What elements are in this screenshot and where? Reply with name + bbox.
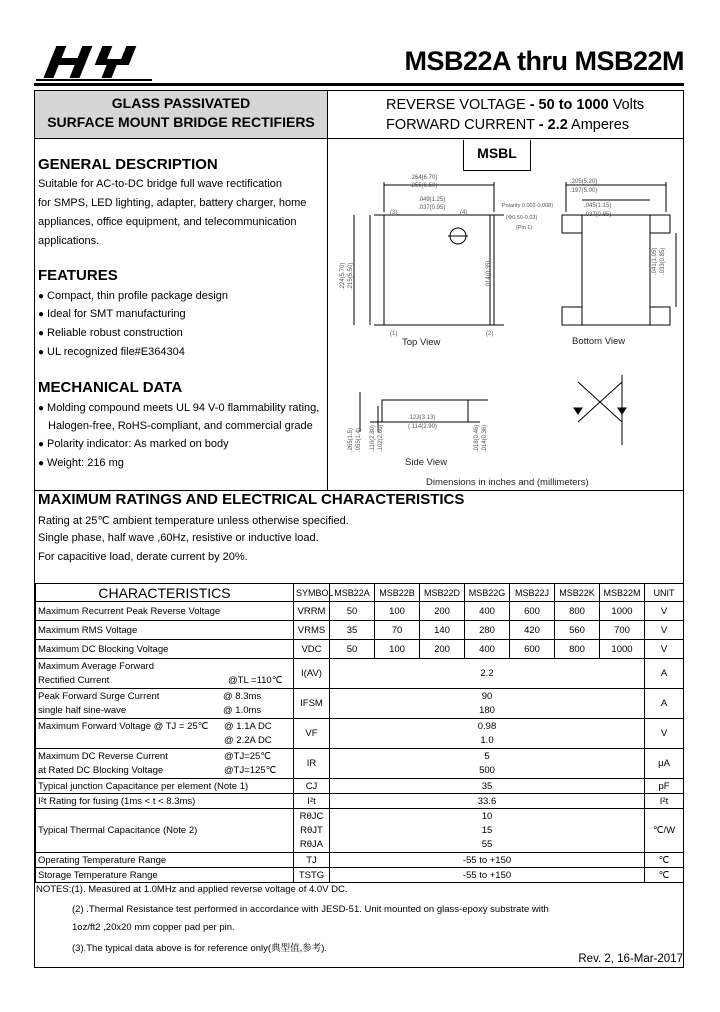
feature-item: ● Reliable robust construction — [38, 327, 183, 339]
col-header: UNIT — [645, 584, 684, 602]
dim-top-7: (Pin 1) — [516, 225, 533, 231]
general-line-3: appliances, office equipment, and telecommunication — [38, 216, 297, 228]
spec-table — [35, 583, 684, 883]
general-line-1: Suitable for AC-to-DC bridge full wave rectification — [38, 178, 282, 190]
note-3: (3).The typical data above is for reference only(典型值,参考). — [72, 943, 328, 954]
mechanical-item: ● Molding compound meets UL 94 V-0 flammability rating, — [38, 402, 319, 414]
col-header: SYMBOL — [294, 584, 330, 602]
dim-top-10: .014(0.35) — [486, 260, 492, 288]
mechanical-title: MECHANICAL DATA — [38, 379, 183, 396]
dim-top-5: Polarity 0.002-0.008) — [502, 203, 554, 209]
package-name: MSBL — [463, 140, 531, 171]
col-header: MSB22A — [330, 584, 375, 602]
top-view-label: Top View — [402, 337, 441, 348]
dim-side-5: .123(3.13) — [408, 415, 436, 421]
dim-bot-1: .205(5.20) — [570, 179, 598, 185]
note-2b: 1oz/ft2 ,20x20 mm copper pad per pin. — [72, 922, 235, 933]
general-line-2: for SMPS, LED lighting, adapter, battery charger, home — [38, 197, 307, 209]
table-row: I²t Rating for fusing (1ms < t < 8.3ms) I²t 33.6 I²t — [36, 794, 684, 809]
side-view-label: Side View — [405, 457, 448, 468]
dimensions-note: Dimensions in inches and (millimeters) — [426, 477, 589, 488]
col-header: MSB22M — [600, 584, 645, 602]
mechanical-item: Halogen-free, RoHS-compliant, and commercial grade — [48, 420, 313, 432]
fc-unit: Amperes — [571, 117, 630, 133]
note-1: NOTES:(1). Measured at 1.0MHz and applied reverse voltage of 4.0V DC. — [36, 884, 348, 895]
dim-top-4: .037(0.95) — [418, 205, 446, 211]
col-header: MSB22J — [510, 584, 555, 602]
mechanical-item: ● Polarity indicator: As marked on body — [38, 438, 229, 450]
dim-side-4: .102(2.60) — [378, 424, 384, 452]
table-row: Maximum DC Reverse Current @TJ=25℃ at Rated DC Blocking Voltage @TJ=125℃ IR 5 500 μA — [36, 749, 684, 779]
hy-logo — [36, 42, 160, 82]
dim-bot-6: .033(0.85) — [660, 247, 666, 275]
table-row: Maximum RMS Voltage VRMS 35 70 140 280 420 560 700 V — [36, 621, 684, 640]
mechanical-item: ● Weight: 216 mg — [38, 457, 124, 469]
table-row: Operating Temperature Range TJ -55 to +150 ℃ — [36, 853, 684, 868]
pin-label-2: (2) — [486, 331, 494, 337]
header-rule — [34, 83, 684, 86]
feature-item: ● Compact, thin profile package design — [38, 290, 228, 302]
table-row: Maximum Average Forward Rectified Current @TL =110℃ I(AV) 2.2 A — [36, 659, 684, 689]
column-divider — [327, 91, 328, 491]
dim-bot-5: .041(1.05) — [652, 247, 658, 275]
table-row: Typical junction Capacitance per element (Note 1) CJ 35 pF — [36, 779, 684, 794]
dim-top-8: .224(5.70) — [340, 262, 346, 290]
table-row: Typical Thermal Capacitance (Note 2) RθJC RθJT RθJA 10 15 55 ℃/W — [36, 809, 684, 853]
title-divider — [35, 138, 683, 139]
feature-item: ● Ideal for SMT manufacturing — [38, 308, 186, 320]
top-view-body — [384, 215, 494, 325]
dim-side-3: .110(2.80) — [370, 425, 376, 452]
product-line-2: SURFACE MOUNT BRIDGE RECTIFIERS — [47, 114, 315, 130]
ratings-line-3: For capacitive load, derate current by 20%. — [38, 551, 248, 563]
dim-bot-4: .037(0.95) — [584, 212, 612, 218]
col-header: MSB22G — [465, 584, 510, 602]
bridge-circuit — [574, 375, 626, 445]
ratings-line-1: Rating at 25℃ ambient temperature unless otherwise specified. — [38, 515, 349, 527]
table-row: Storage Temperature Range TSTG -55 to +150 ℃ — [36, 868, 684, 883]
dim-side-1: .265(1.5) — [348, 427, 354, 452]
package-drawing — [330, 170, 682, 490]
dim-top-9: .215(5.50) — [348, 262, 354, 290]
table-row: Peak Forward Surge Current @ 8.3ms single half sine-wave @ 1.0ms IFSM 90 180 A — [36, 689, 684, 719]
col-header: MSB22K — [555, 584, 600, 602]
features-title: FEATURES — [38, 267, 118, 284]
table-row: Maximum DC Blocking Voltage VDC 50 100 200 400 600 800 1000 V — [36, 640, 684, 659]
col-header: MSB22B — [375, 584, 420, 602]
table-header-row — [36, 584, 684, 602]
col-header: CHARACTERISTICS — [36, 584, 294, 602]
bottom-view-body — [582, 215, 650, 325]
rv-label: REVERSE VOLTAGE — [386, 97, 526, 113]
forward-current-line — [386, 117, 629, 133]
general-line-4: applications. — [38, 235, 100, 247]
dim-top-2: .255(6.50) — [410, 183, 438, 189]
table-row: Maximum Forward Voltage @ TJ = 25℃ @ 1.1A DC @ 2.2A DC VF 0.98 1.0 V — [36, 719, 684, 749]
dim-top-3: .049(1.25) — [418, 197, 446, 203]
bottom-view-label: Bottom View — [572, 336, 626, 347]
pin-label-4: (4) — [460, 210, 468, 216]
dim-side-8: .014(0.36) — [482, 424, 488, 452]
general-title: GENERAL DESCRIPTION — [38, 156, 218, 173]
ratings-line-2: Single phase, half wave ,60Hz, resistive or inductive load. — [38, 532, 319, 544]
dim-bot-2: .197(5.00) — [570, 188, 598, 194]
dim-bot-3: .045(1.15) — [584, 203, 612, 209]
rv-unit: Volts — [612, 97, 645, 113]
dim-top-1: .264(6.70) — [410, 175, 438, 181]
dim-side-6: (.114(2.90) — [408, 424, 437, 430]
pin-label-3: (3) — [390, 210, 398, 216]
ratings-title: MAXIMUM RATINGS AND ELECTRICAL CHARACTERISTICS — [38, 491, 465, 508]
note-2a: (2) .Thermal Resistance test performed in accordance with JESD-51. Unit mounted on glass-epoxy substrate with — [72, 904, 549, 915]
dim-side-7: .018(0.46) — [474, 424, 480, 452]
fc-value: - 2.2 — [538, 117, 568, 133]
product-line-1: GLASS PASSIVATED — [111, 95, 251, 111]
col-header: MSB22D — [420, 584, 465, 602]
part-title: MSB22A thru MSB22M — [404, 46, 684, 76]
reverse-voltage-line — [386, 97, 644, 113]
table-row: Maximum Recurrent Peak Reverse Voltage VRRM 50 100 200 400 600 800 1000 V — [36, 602, 684, 621]
fc-label: FORWARD CURRENT — [386, 117, 535, 133]
dim-side-2: .055(1.4) — [356, 427, 362, 452]
rv-value: - 50 to 1000 — [529, 97, 609, 113]
feature-item: ● UL recognized file#E364304 — [38, 346, 185, 358]
revision: Rev. 2, 16-Mar-2017 — [578, 953, 683, 965]
pin-label-1: (1) — [390, 331, 398, 337]
dim-top-6: (Φ0.50-0.03) — [506, 215, 538, 221]
